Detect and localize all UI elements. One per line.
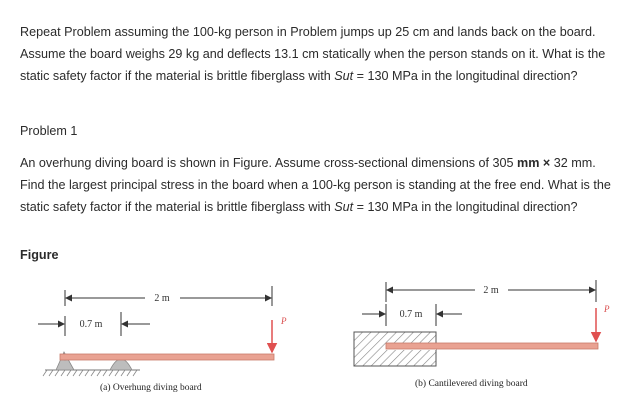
mm-bold: mm ×	[517, 156, 551, 170]
figure-a	[38, 286, 287, 393]
support-label-b: 0.7 m	[399, 309, 423, 320]
board-a	[60, 354, 274, 360]
caption-a: (a) Overhung diving board	[100, 383, 202, 393]
length-label-b: 2 m	[483, 285, 499, 296]
load-label-a: P	[281, 316, 287, 326]
overhang-label-a: 0.7 m	[79, 319, 103, 330]
figure-b	[354, 280, 610, 389]
problem1-text-c: = 130 MPa in the longitudinal direction?	[353, 200, 578, 214]
problem1-title: Problem 1	[20, 124, 78, 138]
board-b	[386, 343, 598, 349]
problem1-text-b: 32 mm. Find the largest principal stress in the board when a 100-kg person is standing at the free end. What is the static safety factor if the material is brittle fiberglass with	[20, 156, 611, 214]
length-label-a: 2 m	[154, 293, 170, 304]
figure-diagram	[0, 270, 639, 420]
load-label-b: P	[604, 304, 610, 314]
sut-label: Sut	[334, 69, 354, 83]
figure-title: Figure	[20, 248, 59, 262]
roller-support-a	[110, 359, 132, 370]
problem-text-b: = 130 MPa in the longitudinal direction?	[353, 69, 578, 83]
ground-hatch-a	[43, 370, 137, 376]
problem1-text-a: An overhung diving board is shown in Figure. Assume cross-sectional dimensions of 305	[20, 156, 518, 170]
problem-statement	[20, 21, 620, 87]
sut-label-2: Sut	[334, 200, 354, 214]
problem1-statement	[20, 152, 620, 218]
caption-b: (b) Cantilevered diving board	[415, 379, 528, 389]
problem-text-a: Repeat Problem assuming the 100-kg person in Problem jumps up 25 cm and lands back on the board. Assume the board weighs 29 kg and deflects 13.1 cm statically when the person stands on it. What is the static safety factor if the material is brittle fiberglass with	[20, 25, 606, 83]
